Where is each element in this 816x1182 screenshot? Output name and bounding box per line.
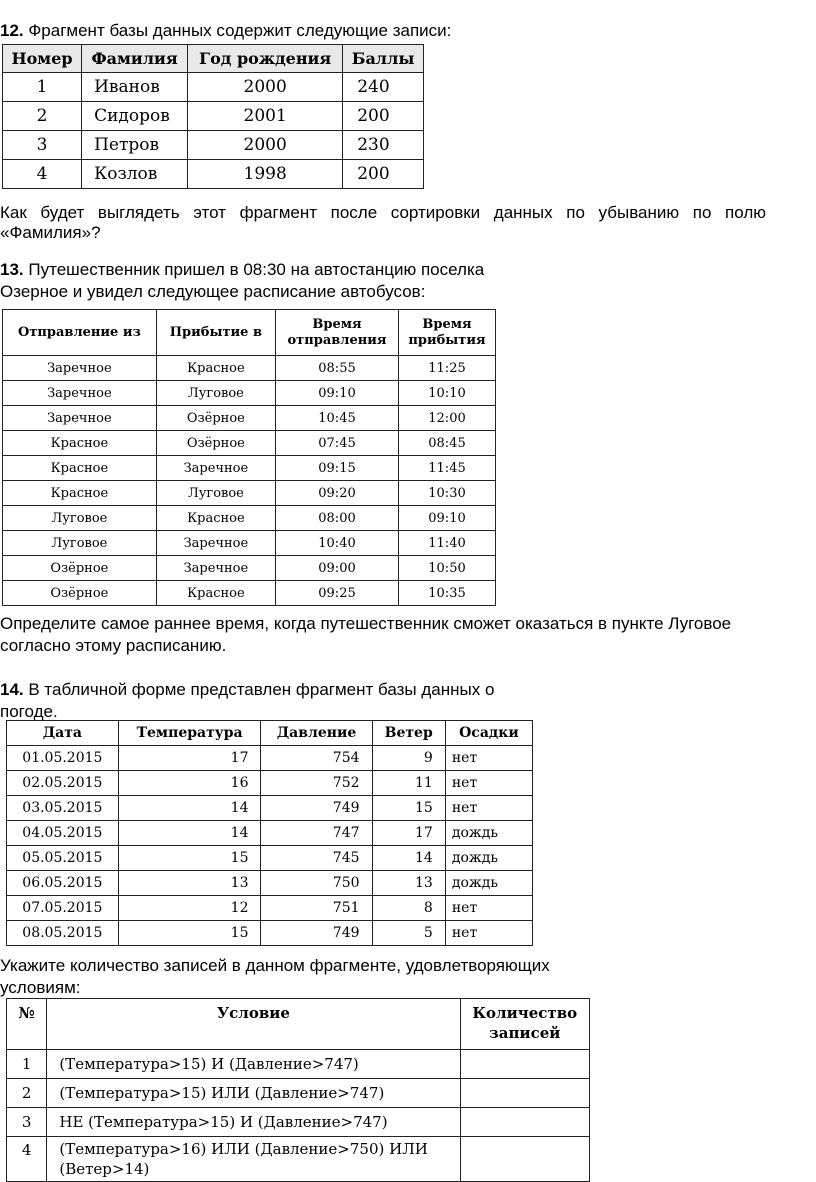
cell: 1: [3, 73, 82, 102]
cell: (Температура>15) ИЛИ (Давление>747): [47, 1079, 460, 1108]
cell: нет: [445, 921, 532, 946]
col-header: Баллы: [343, 45, 424, 73]
cell: 09:15: [276, 456, 399, 481]
task14-intro-line1: [0, 679, 494, 700]
task13-question-line2: согласно этому расписанию.: [0, 636, 227, 655]
table-row: [3, 431, 496, 456]
cell: 200: [343, 102, 424, 131]
table-header-row: [7, 721, 533, 746]
col-header: Номер: [3, 45, 82, 73]
cell: 17: [118, 746, 261, 771]
col-header: Дата: [7, 721, 119, 746]
table-row: [3, 131, 424, 160]
cell: Красное: [3, 481, 157, 506]
cell: 745: [261, 846, 372, 871]
cell: 17: [372, 821, 445, 846]
cell: 750: [261, 871, 372, 896]
col-header: Время отправления: [276, 310, 399, 356]
cell: Иванов: [82, 73, 188, 102]
cell: 10:10: [399, 381, 496, 406]
cell: нет: [445, 896, 532, 921]
table-row: [3, 531, 496, 556]
cell: Озёрное: [3, 556, 157, 581]
table-row: [3, 356, 496, 381]
cell: Сидоров: [82, 102, 188, 131]
cell: Луговое: [156, 381, 275, 406]
cell: 2: [3, 102, 82, 131]
cell: 751: [261, 896, 372, 921]
cell: 03.05.2015: [7, 796, 119, 821]
cell: 15: [118, 846, 261, 871]
table-row: [7, 1079, 590, 1108]
col-header: Отправление из: [3, 310, 157, 356]
cell: 16: [118, 771, 261, 796]
cell: Заречное: [156, 556, 275, 581]
task13-question-line1: Определите самое раннее время, когда путешественник сможет оказаться в пункте Луговое: [0, 614, 732, 633]
cell: 749: [261, 921, 372, 946]
cell: 11: [372, 771, 445, 796]
cell: дождь: [445, 821, 532, 846]
cell: 07.05.2015: [7, 896, 119, 921]
cell: 1998: [188, 160, 343, 189]
cell: 13: [372, 871, 445, 896]
cell: 05.05.2015: [7, 846, 119, 871]
cell: Озёрное: [156, 431, 275, 456]
cell: Озёрное: [156, 406, 275, 431]
table-row: [7, 771, 533, 796]
col-header: Прибытие в: [156, 310, 275, 356]
cell: нет: [445, 796, 532, 821]
cell: Красное: [156, 356, 275, 381]
cell: Озёрное: [3, 581, 157, 606]
weather-table: [6, 720, 533, 946]
table-row: [3, 481, 496, 506]
table-row: [7, 796, 533, 821]
cell: 15: [372, 796, 445, 821]
cell: 230: [343, 131, 424, 160]
students-table: [2, 44, 424, 189]
cell: 2: [7, 1079, 47, 1108]
cell: 01.05.2015: [7, 746, 119, 771]
table-row: [3, 73, 424, 102]
cell: Козлов: [82, 160, 188, 189]
cell: 11:45: [399, 456, 496, 481]
cell: 9: [372, 746, 445, 771]
cell: 07:45: [276, 431, 399, 456]
cell: 09:20: [276, 481, 399, 506]
col-header: Ветер: [372, 721, 445, 746]
task12-intro-text: Фрагмент базы данных содержит следующие записи:: [28, 21, 452, 40]
cell: 14: [118, 796, 261, 821]
cell: 749: [261, 796, 372, 821]
cell: Заречное: [3, 381, 157, 406]
task12-intro: [0, 20, 451, 41]
cell: Заречное: [156, 531, 275, 556]
table-row: [7, 1137, 590, 1182]
task14-intro-line2: погоде.: [0, 702, 58, 721]
task13-intro-line1: [0, 259, 484, 280]
cell: Петров: [82, 131, 188, 160]
table-row: [3, 556, 496, 581]
cell: 3: [3, 131, 82, 160]
task14-intro-text: В табличной форме представлен фрагмент базы данных о: [28, 680, 495, 699]
task14-number: 14.: [0, 680, 24, 699]
answer-cell[interactable]: [460, 1137, 589, 1182]
cell: 747: [261, 821, 372, 846]
cell: Заречное: [3, 356, 157, 381]
cell: 14: [118, 821, 261, 846]
cell: нет: [445, 771, 532, 796]
cell: 14: [372, 846, 445, 871]
table-row: [3, 581, 496, 606]
table-row: [7, 846, 533, 871]
table-row: [7, 921, 533, 946]
cell: нет: [445, 746, 532, 771]
cell: 2000: [188, 131, 343, 160]
cell: 12: [118, 896, 261, 921]
conditions-table: [6, 998, 590, 1182]
task12-number: 12.: [0, 21, 24, 40]
cell: 11:25: [399, 356, 496, 381]
task12-question-line1: Как будет выглядеть этот фрагмент после сортировки данных по убыванию по полю: [0, 203, 766, 222]
cell: 10:40: [276, 531, 399, 556]
col-header: Условие: [47, 999, 460, 1050]
col-header: Время прибытия: [399, 310, 496, 356]
cell: дождь: [445, 846, 532, 871]
table-row: [7, 896, 533, 921]
cell: 12:00: [399, 406, 496, 431]
table-row: [3, 406, 496, 431]
cell: 02.05.2015: [7, 771, 119, 796]
col-header: Год рождения: [188, 45, 343, 73]
table-header-row: [3, 310, 496, 356]
cell: 200: [343, 160, 424, 189]
table-row: [7, 746, 533, 771]
bus-schedule-table: [2, 309, 496, 606]
cell: 11:40: [399, 531, 496, 556]
cell: 08:00: [276, 506, 399, 531]
table-header-row: [7, 999, 590, 1050]
cell: 09:00: [276, 556, 399, 581]
cell: 752: [261, 771, 372, 796]
cell: 09:25: [276, 581, 399, 606]
table-header-row: [3, 45, 424, 73]
col-header: Фамилия: [82, 45, 188, 73]
cell: 13: [118, 871, 261, 896]
answer-cell[interactable]: [460, 1079, 589, 1108]
table-row: [3, 506, 496, 531]
cell: Луговое: [3, 506, 157, 531]
cell: 10:45: [276, 406, 399, 431]
cell: 2000: [188, 73, 343, 102]
task14-question-line2: условиям:: [0, 978, 81, 997]
cell: 10:30: [399, 481, 496, 506]
cell: 08:45: [399, 431, 496, 456]
cell: 8: [372, 896, 445, 921]
task13-number: 13.: [0, 260, 24, 279]
cell: 09:10: [399, 506, 496, 531]
cell: 04.05.2015: [7, 821, 119, 846]
table-row: [7, 1050, 590, 1079]
table-row: [7, 821, 533, 846]
cell: 08.05.2015: [7, 921, 119, 946]
cell: 09:10: [276, 381, 399, 406]
cell: 754: [261, 746, 372, 771]
cell: НЕ (Температура>15) И (Давление>747): [47, 1108, 460, 1137]
cell: Луговое: [156, 481, 275, 506]
cell: Красное: [156, 581, 275, 606]
col-header: Осадки: [445, 721, 532, 746]
answer-cell[interactable]: [460, 1108, 589, 1137]
cell: 10:35: [399, 581, 496, 606]
col-header: Температура: [118, 721, 261, 746]
cell: 5: [372, 921, 445, 946]
col-header: №: [7, 999, 47, 1050]
cell: Заречное: [156, 456, 275, 481]
task14-question-line1: Укажите количество записей в данном фрагменте, удовлетворяющих: [0, 956, 550, 975]
task13-intro-line2: Озерное и увидел следующее расписание автобусов:: [0, 282, 426, 301]
cell: (Температура>16) ИЛИ (Давление>750) ИЛИ (Ветер>14): [47, 1137, 460, 1182]
task13-intro-text: Путешественник пришел в 08:30 на автостанцию поселка: [28, 260, 485, 279]
table-row: [3, 456, 496, 481]
col-header: Количество записей: [460, 999, 589, 1050]
cell: 1: [7, 1050, 47, 1079]
table-row: [3, 102, 424, 131]
cell: 4: [7, 1137, 47, 1182]
cell: 10:50: [399, 556, 496, 581]
task12-question-line2: «Фамилия»?: [0, 223, 101, 242]
answer-cell[interactable]: [460, 1050, 589, 1079]
cell: дождь: [445, 871, 532, 896]
cell: 15: [118, 921, 261, 946]
cell: 3: [7, 1108, 47, 1137]
cell: (Температура>15) И (Давление>747): [47, 1050, 460, 1079]
cell: 4: [3, 160, 82, 189]
cell: 08:55: [276, 356, 399, 381]
cell: 06.05.2015: [7, 871, 119, 896]
cell: Красное: [3, 431, 157, 456]
table-row: [3, 160, 424, 189]
table-row: [7, 1108, 590, 1137]
col-header: Давление: [261, 721, 372, 746]
cell: Луговое: [3, 531, 157, 556]
cell: 240: [343, 73, 424, 102]
cell: Заречное: [3, 406, 157, 431]
table-row: [7, 871, 533, 896]
cell: Красное: [156, 506, 275, 531]
cell: 2001: [188, 102, 343, 131]
table-row: [3, 381, 496, 406]
cell: Красное: [3, 456, 157, 481]
